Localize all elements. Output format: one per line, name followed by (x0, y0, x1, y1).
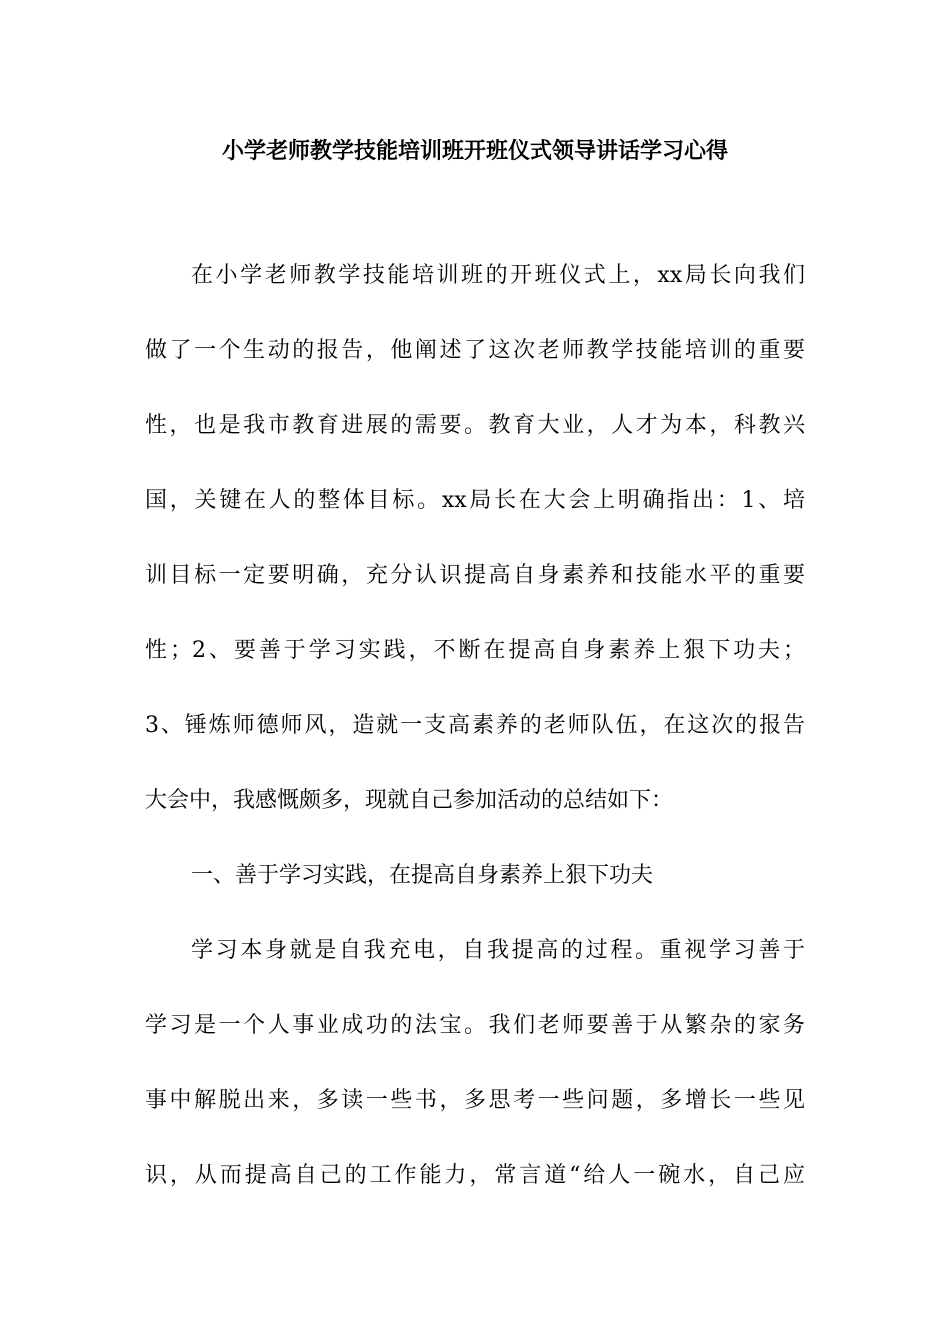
paragraph-line: 学习是一个人事业成功的法宝。我们老师要善于从繁杂的家务 (145, 1013, 805, 1038)
paragraph-line: 在小学老师教学技能培训班的开班仪式上，xx局长向我们 (191, 263, 805, 288)
paragraph-line: 3、锤炼师德师风，造就一支高素养的老师队伍，在这次的报告 (145, 713, 805, 738)
paragraph-line: 学习本身就是自我充电，自我提高的过程。重视学习善于 (191, 938, 805, 963)
section-heading: 一、善于学习实践，在提高自身素养上狠下功夫 (191, 863, 654, 888)
paragraph-line: 性，也是我市教育进展的需要。教育大业，人才为本，科教兴 (145, 413, 805, 438)
paragraph-line: 性；2、要善于学习实践，不断在提高自身素养上狠下功夫； (145, 638, 805, 663)
paragraph-line: 大会中，我感慨颇多，现就自己参加活动的总结如下： (145, 788, 674, 813)
paragraph-line: 事中解脱出来，多读一些书，多思考一些问题，多增长一些见 (145, 1088, 805, 1113)
paragraph-line: 做了一个生动的报告，他阐述了这次老师教学技能培训的重要 (145, 338, 805, 363)
paragraph-line: 训目标一定要明确，充分认识提高自身素养和技能水平的重要 (145, 563, 805, 588)
paragraph-line: 识，从而提高自己的工作能力，常言道“给人一碗水，自己应 (145, 1163, 805, 1188)
document-title: 小学老师教学技能培训班开班仪式领导讲话学习心得 (221, 139, 728, 164)
paragraph-line: 国，关键在人的整体目标。xx局长在大会上明确指出：1、培 (145, 488, 805, 513)
document-body (145, 264, 805, 1239)
